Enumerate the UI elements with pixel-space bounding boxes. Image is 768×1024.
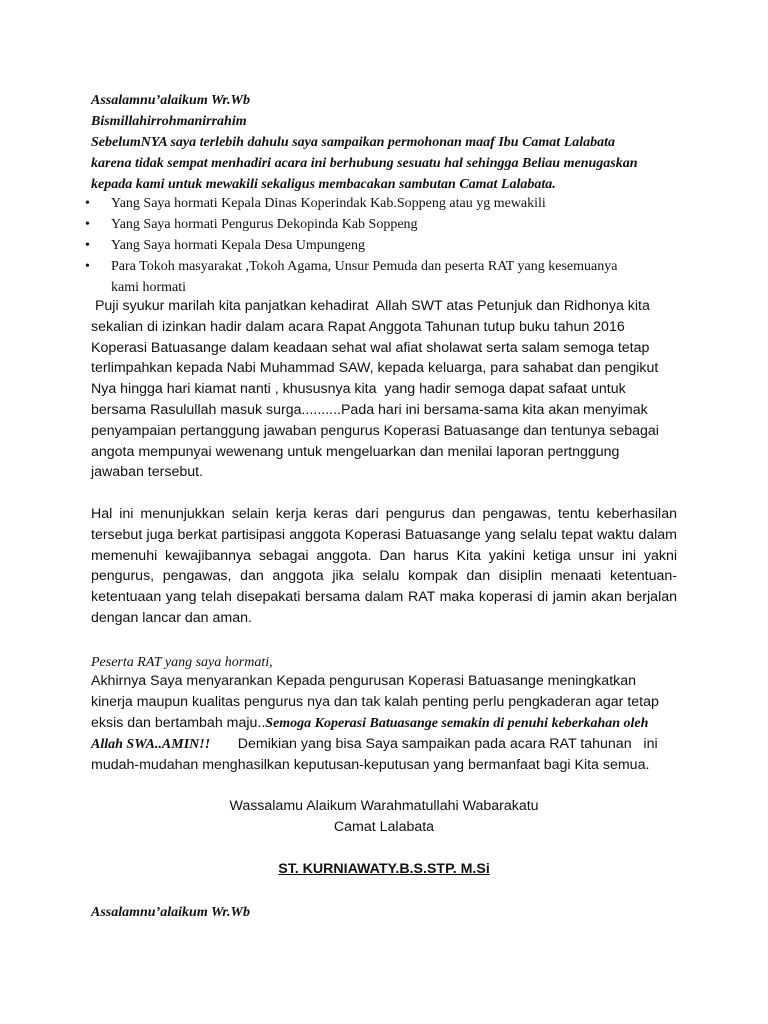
bullet-icon: • [85, 196, 90, 211]
paragraph-1: Puji syukur marilah kita panjatkan kehadirat Allah SWT atas Petunjuk dan Ridhonya kita sekalian di izinkan hadir dalam acara Rapat Anggota Tahunan tutup buku tahun 2016 Koperasi Batuasange dalam keadaan sehat wal afiat sholawat serta salam semoga tetap terlimpahkan kepada Nabi Muhammad SAW, kepada keluarga, para sahabat dan pengikut Nya hingga hari kiamat nanti , khususnya kita yang hadir semoga dapat safaat untuk bersama Rasulullah masuk surga..........Pada hari ini bersama-sama kita akan menyimak penyampaian pertanggung jawaban pengurus Koperasi Batuasange dan tentunya sebagai angota mempunyai wewenang untuk mengeluarkan dan menilai laporan pertnggung jawaban tersebut. [91, 298, 659, 481]
bullet-icon: • [85, 259, 90, 274]
bullet-icon: • [85, 217, 90, 232]
document-page: Assalamnu’alaikum Wr.Wb Bismillahirrohmanirrahim SebelumNYA saya terlebih dahulu saya sampaikan permohonan maaf Ibu Camat Lalabata karena tidak sempat menhadiri acara ini berhubung sesuatu hal sehingga Beliau menugaskan kepada kami untuk mewakili sekaligus membacakan sambutan Camat Lalabata. • Yang Saya hormati Kepala Dinas Koperindak Kab.Soppeng atau yg mewakili • Yang Saya hormati Pengurus Dekopinda Kab Soppeng • Yang Saya hormati Kepala Desa Umpungeng • Para Tokoh masyarakat ,Tokoh Agama, Unsur Pemuda dan peserta RAT yang kesemuanya kami hormati Puji syukur marilah kita panjatkan kehadirat Allah SWT atas Petunjuk dan Ridhonya kita sekalian di izinkan hadir dalam acara Rapat Anggota Tahunan tutup buku tahun 2016 Koperasi Batuasange dalam keadaan sehat wal afiat sholawat serta salam semoga tetap terlimpahkan kepada Nabi Muhammad SAW, kepada keluarga, para sahabat dan pengikut Nya hingga hari kiamat nanti , khususnya kita yang hadir semoga dapat safaat untuk bersama Rasulullah masuk surga..........Pada hari ini bersama-sama kita akan menyimak penyampaian pertanggung jawaban pengurus Koperasi Batuasange dan tentunya sebagai angota mempunyai wewenang untuk mengeluarkan dan menilai laporan pertnggung jawaban tersebut. Hal ini menunjukkan selain kerja keras dari pengurus dan pengawas, tentu keberhasilan tersebut juga berkat partisipasi anggota Koperasi Batuasange yang selalu tepat waktu dalam memenuhi kewajibannya sebagai anggota. Dan harus Kita yakini ketiga unsur ini yakni pengurus, pengawas, dan anggota jika selalu kompak dan disiplin menaati ketentuan- ketentuaan yang telah disepakati bersama dalam RAT maka koperasi di jamin akan berjalan dengan lancar dan aman. Peserta RAT yang saya hormati, Akhirnya Saya menyarankan Kepada pengurusan Koperasi Batuasange meningkatkan kinerja maupun kualitas pengurus nya dan tak kalah penting perlu pengkaderan agar tetap eksis dan bertambah maju..Semoga Koperasi Batuasange semakin di penuhi keberkahan oleh Allah SWA..AMIN!! Demikian yang bisa Saya sampaikan pada acara RAT tahunan ini mudah-mudahan menghasilkan keputusan-keputusan yang bermanfaat bagi Kita semua. Wassalamu Alaikum Warahmatullahi Wabarakatu Camat Lalabata ST. KURNIAWATY.B.S.STP. M.Si Assalamnu’alaikum Wr.Wb [0, 0, 768, 1024]
apology-line: kepada kami untuk mewakili sekaligus membacakan sambutan Camat Lalabata. [91, 177, 556, 192]
opening-salam: Assalamnu’alaikum Wr.Wb [91, 93, 250, 108]
closing-salam: Wassalamu Alaikum Warahmatullahi Wabarakatu [229, 798, 539, 814]
signatory-name: ST. KURNIAWATY.B.S.STP. M.Si [278, 861, 490, 877]
apology-line: karena tidak sempat menhadiri acara ini berhubung sesuatu hal sehingga Beliau menugaskan [91, 156, 638, 171]
closing-title: Camat Lalabata [333, 819, 435, 835]
blessing-text: Semoga Koperasi Batuasange semakin di penuhi keberkahan oleh [265, 715, 649, 731]
paragraph-2: Hal ini menunjukkan selain kerja keras dari pengurus dan pengawas, tentu keberhasilan tersebut juga berkat partisipasi anggota Koperasi Batuasange yang selalu tepat waktu dalam memenuhi kewajibannya sebagai anggota. Dan harus Kita yakini ketiga unsur ini yakni pengurus, pengawas, dan anggota jika selalu kompak dan disiplin menaati ketentuan- ketentuaan yang telah disepakati bersama dalam RAT maka koperasi di jamin akan berjalan dengan lancar dan aman. [91, 506, 677, 626]
amin-text: Allah SWA..AMIN!! [91, 736, 211, 752]
opening-section [91, 90, 691, 195]
bismillah: Bismillahirrohmanirrahim [91, 114, 247, 129]
paragraph-3-body: Akhirnya Saya menyarankan Kepada pengurusan Koperasi Batuasange meningkatkan kinerja maupun kualitas pengurus nya dan tak kalah penting perlu pengkaderan agar tetap eksis dan bertambah maju..Semoga Koperasi Batuasange semakin di penuhi keberkahan oleh Allah SWA..AMIN!! Demikian yang bisa Saya sampaikan pada acara RAT tahunan ini mudah-mudahan menghasilkan keputusan-keputusan yang bermanfaat bagi Kita semua. [91, 673, 659, 773]
apology-line: SebelumNYA saya terlebih dahulu saya sampaikan permohonan maaf Ibu Camat Lalabata [91, 135, 616, 150]
paragraph-3 [91, 652, 691, 673]
paragraph-3-heading: Peserta RAT yang saya hormati, [91, 655, 273, 670]
bullet-icon: • [85, 238, 90, 253]
footer-salam: Assalamnu’alaikum Wr.Wb [91, 905, 250, 920]
